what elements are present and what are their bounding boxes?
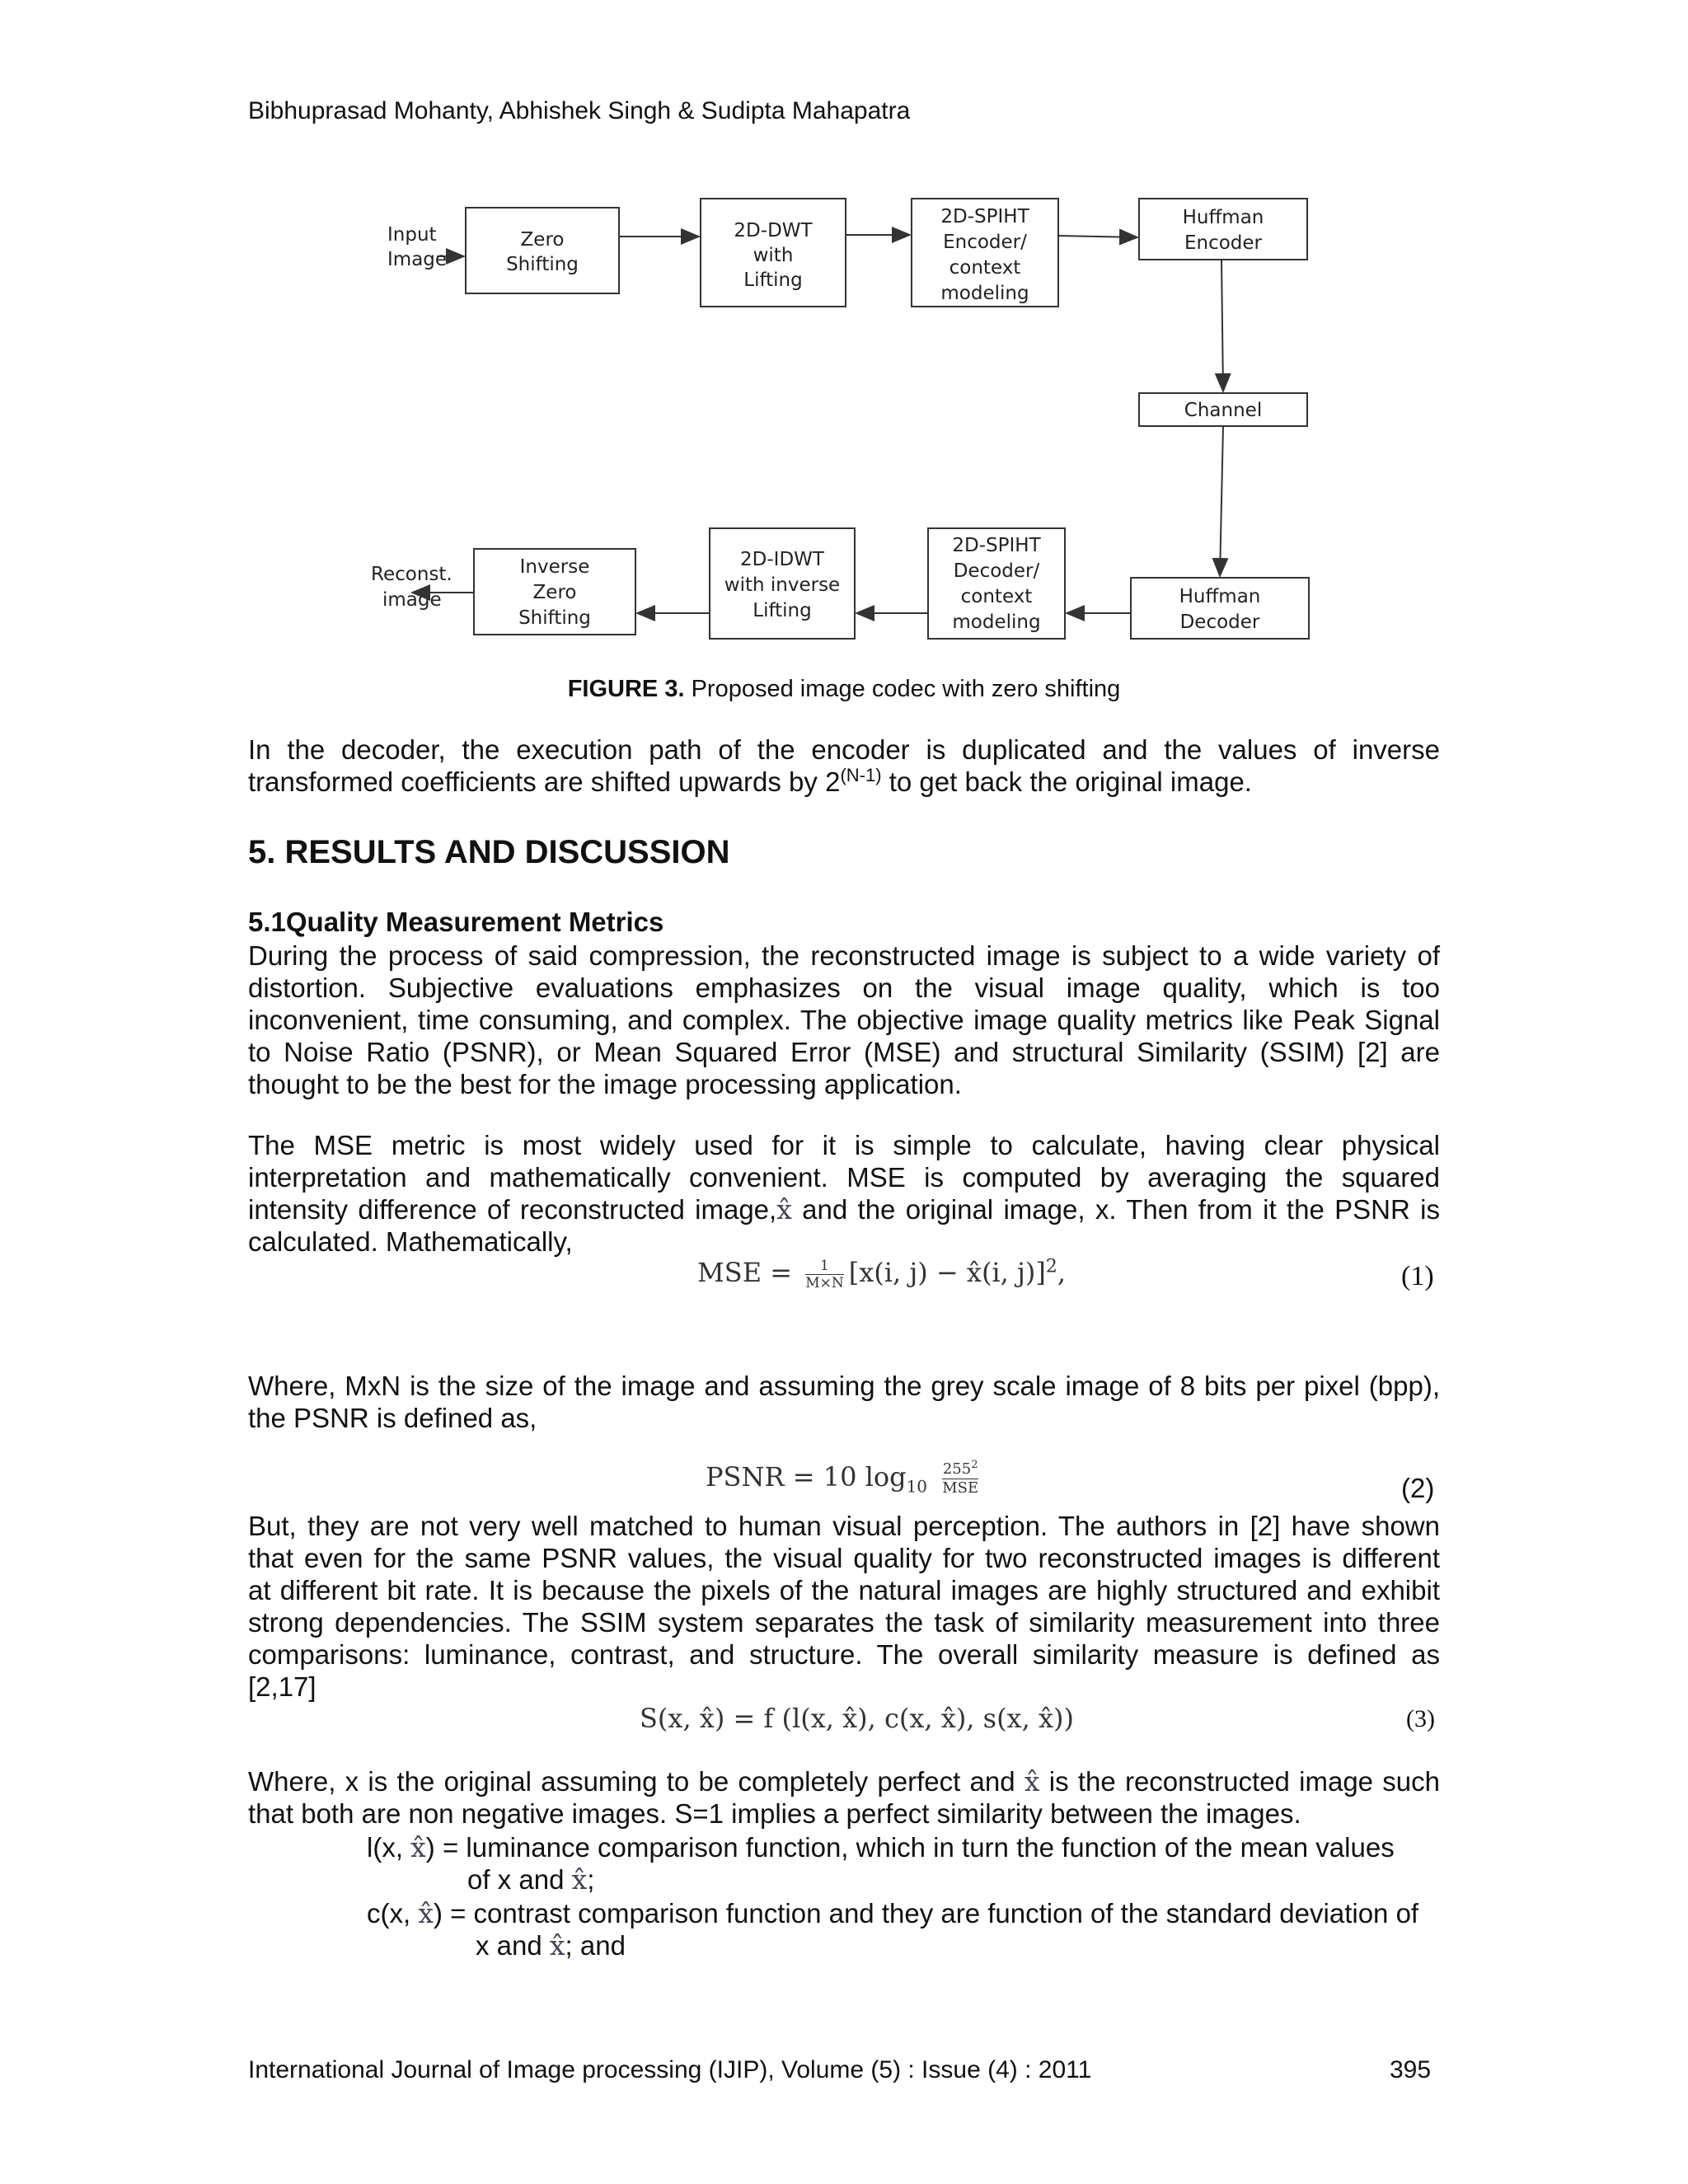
reconst-image-label-1: Reconst.: [371, 564, 452, 585]
text-line: intensity difference of reconstructed image,x̂ and the original image, x. Then from it the PSNR is: [248, 1193, 1440, 1226]
paragraph-mse: [248, 1129, 1440, 1258]
equation-psnr: PSNR = 10 $\log_{10}$ $255^2$ MSE: [706, 1459, 979, 1497]
reconst-image-label-2: image: [382, 589, 442, 611]
svg-text:Decoder: Decoder: [1179, 612, 1260, 633]
svg-text:Shifting: Shifting: [506, 254, 579, 275]
paragraph-ssim: [248, 1510, 1440, 1703]
svg-text:Zero: Zero: [520, 229, 565, 251]
text-line: Where, MxN is the size of the image and assuming the grey scale image of 8 bits per pixel (bpp),: [248, 1371, 1440, 1401]
svg-text:Channel: Channel: [1184, 400, 1263, 421]
text-line: Where, x is the original assuming to be completely perfect and x̂ is the reconstructed image such: [248, 1765, 1440, 1797]
codec-block-diagram: [354, 185, 1343, 663]
block-huffman-decoder: [1131, 578, 1309, 639]
paragraph-psnr-intro: [248, 1370, 1440, 1434]
block-zero-shifting: [466, 208, 619, 293]
svg-text:with: with: [753, 245, 794, 266]
svg-text:2D-DWT: 2D-DWT: [734, 220, 813, 241]
text-line: During the process of said compression, the reconstructed image is subject to a wide variety of: [248, 940, 1440, 971]
section-heading: 5. RESULTS AND DISCUSSION: [248, 834, 730, 870]
running-header: Bibhuprasad Mohanty, Abhishek Singh & Sudipta Mahapatra: [248, 97, 911, 124]
text-line: strong dependencies. The SSIM system separates the task of similarity measurement into three: [248, 1607, 1440, 1638]
text-line: comparisons: luminance, contrast, and structure. The overall similarity measure is defined as: [248, 1639, 1440, 1670]
definition-contrast-cont: x and x̂; and: [476, 1929, 626, 1961]
text-line: thought to be the best for the image processing application.: [248, 1069, 962, 1099]
svg-text:Encoder: Encoder: [1184, 232, 1263, 254]
svg-text:context: context: [960, 586, 1033, 607]
input-image-label-1: Input: [387, 224, 437, 246]
definition-luminance-cont: of x and x̂;: [467, 1863, 595, 1896]
page-number: 395: [1390, 2056, 1432, 2083]
svg-text:Zero: Zero: [532, 582, 577, 603]
block-spiht-decoder: [928, 528, 1065, 639]
figure-caption-label: FIGURE 3.: [567, 676, 685, 702]
block-2d-dwt: [701, 199, 846, 307]
text-line: interpretation and mathematically convenient. MSE is computed by averaging the squared: [248, 1162, 1440, 1193]
definition-luminance: l(x, x̂) = luminance comparison function, which in turn the function of the mean values: [367, 1831, 1395, 1863]
input-image-label-2: Image: [387, 249, 448, 270]
svg-text:Lifting: Lifting: [753, 600, 812, 621]
svg-text:Lifting: Lifting: [743, 269, 803, 291]
equation-number-1: (1): [1401, 1261, 1434, 1291]
svg-text:modeling: modeling: [940, 283, 1029, 304]
paragraph-decoder: [248, 733, 1440, 798]
figure-caption-text: Proposed image codec with zero shifting: [691, 676, 1121, 702]
paragraph-ssim-definitions: [248, 1765, 1440, 1830]
svg-text:Huffman: Huffman: [1179, 586, 1261, 607]
block-huffman-encoder: [1139, 199, 1307, 260]
text-line: calculated. Mathematically,: [248, 1226, 573, 1257]
equation-ssim: S(x, x̂) = f (l(x, x̂), c(x, x̂), s(x, x̂)): [640, 1703, 1074, 1734]
svg-text:Huffman: Huffman: [1182, 207, 1264, 228]
text-line: that even for the same PSNR values, the visual quality for two reconstructed images is different: [248, 1543, 1440, 1573]
text-line: inconvenient, time consuming, and complex. The objective image quality metrics like Peak Signal: [248, 1005, 1440, 1035]
text-line: that both are non negative images. S=1 implies a perfect similarity between the images.: [248, 1798, 1301, 1829]
subsection-heading: 5.1Quality Measurement Metrics: [248, 907, 664, 937]
text-line: at different bit rate. It is because the pixels of the natural images are highly structured and exhibit: [248, 1575, 1440, 1605]
definition-contrast: c(x, x̂) = contrast comparison function and they are function of the standard deviation of: [367, 1897, 1419, 1929]
text-line: the PSNR is defined as,: [248, 1403, 537, 1433]
svg-text:Encoder/: Encoder/: [943, 232, 1027, 253]
text-line: distortion. Subjective evaluations emphasizes on the visual image quality, which is too: [248, 972, 1440, 1003]
svg-text:context: context: [949, 257, 1021, 279]
figure-caption: [0, 676, 1688, 703]
footer-journal: International Journal of Image processing (IJIP), Volume (5) : Issue (4) : 2011: [248, 2056, 1092, 2083]
svg-text:Shifting: Shifting: [518, 607, 591, 629]
block-2d-idwt: [710, 528, 855, 639]
equation-number-3: (3): [1406, 1705, 1435, 1732]
svg-text:modeling: modeling: [952, 612, 1041, 633]
equation-mse: MSE = $\frac{1}{M\times N}$ [x(i, j) − x̂(i, j)]$^2$,: [697, 1256, 1067, 1291]
svg-text:Decoder/: Decoder/: [953, 560, 1040, 582]
text-line: In the decoder, the execution path of the encoder is duplicated and the values of inverse: [248, 734, 1440, 765]
block-inverse-zero-shifting: [474, 549, 635, 635]
text-line: to Noise Ratio (PSNR), or Mean Squared Error (MSE) and structural Similarity (SSIM) [2] are: [248, 1037, 1440, 1067]
text-line: But, they are not very well matched to human visual perception. The authors in [2] have shown: [248, 1511, 1440, 1541]
svg-text:with inverse: with inverse: [724, 574, 841, 596]
text-line: The MSE metric is most widely used for it is simple to calculate, having clear physical: [248, 1130, 1440, 1160]
equation-number-2: (2): [1401, 1473, 1435, 1503]
paragraph-quality-metrics: [248, 940, 1440, 1100]
svg-text:2D-IDWT: 2D-IDWT: [740, 549, 824, 570]
svg-text:2D-SPIHT: 2D-SPIHT: [952, 535, 1041, 556]
svg-text:Inverse: Inverse: [519, 556, 590, 578]
text-line: [2,17]: [248, 1671, 316, 1702]
x-hat-symbol: x̂: [776, 1193, 792, 1226]
block-channel: [1139, 393, 1307, 426]
text-line: transformed coefficients are shifted upwards by $2^{(N-1)}$ to get back the original image.: [248, 765, 1252, 797]
block-spiht-encoder: [912, 199, 1058, 307]
x-hat-symbol: x̂: [1024, 1765, 1040, 1797]
svg-text:2D-SPIHT: 2D-SPIHT: [940, 206, 1029, 227]
